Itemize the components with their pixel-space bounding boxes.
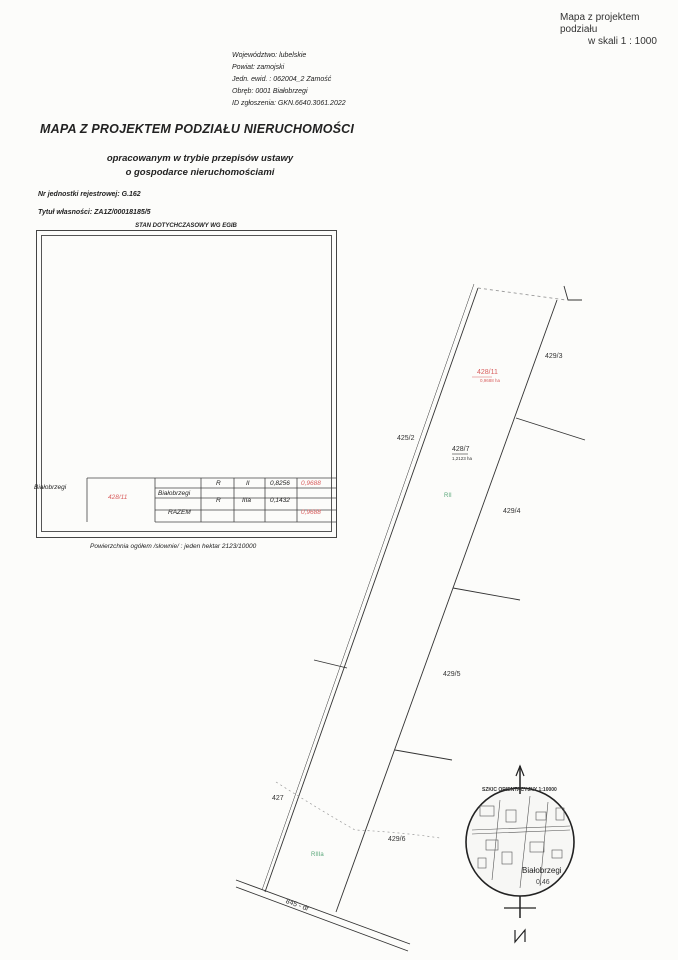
boundary-west-2 xyxy=(262,284,474,890)
area-in-words: Powierzchnia ogółem /słownie/ : jeden hektar 2123/10000 xyxy=(90,543,257,550)
label-428-11: 428/11 xyxy=(477,369,498,376)
table-parcel: 428/11 xyxy=(108,494,128,501)
table-grand-total: 0,9688 xyxy=(301,509,321,516)
label-429-5: 429/5 xyxy=(443,671,461,678)
label-845-road: 845 - dr xyxy=(284,898,310,913)
voivodeship: Województwo: lubelskie xyxy=(232,52,307,59)
precinct: Obręb: 0001 Białobrzegi xyxy=(232,88,308,95)
label-428-7-area: 1,2123 ha xyxy=(452,456,473,461)
table-class-1: II xyxy=(246,480,250,487)
label-soil-rii: RII xyxy=(444,493,452,499)
table-precinct: Białobrzegi xyxy=(34,484,67,491)
north-tick xyxy=(564,286,582,300)
label-429-3: 429/3 xyxy=(545,353,563,360)
stamp-line-2: w skali 1 : 1000 xyxy=(588,36,657,47)
overview-place: Białobrzegi xyxy=(522,866,562,875)
label-soil-riiia: RIIIa xyxy=(311,852,324,858)
document-title: MAPA Z PROJEKTEM PODZIAŁU NIERUCHOMOŚCI xyxy=(40,122,355,136)
register-number: Nr jednostki rejestrowej: G.162 xyxy=(38,191,141,198)
label-428-7: 428/7 xyxy=(452,446,470,453)
table-place: Białobrzegi xyxy=(158,490,191,497)
table-area-2: 0,1432 xyxy=(270,497,290,504)
ownership-title: Tytuł własności: ZA1Z/00018185/5 xyxy=(38,209,151,216)
subtitle-line-1: opracowanym w trybie przepisów ustawy xyxy=(106,153,294,164)
table-use-1: R xyxy=(216,480,221,487)
subtitle-line-2: o gospodarce nieruchomościami xyxy=(125,167,275,178)
overview-area: 0,46 xyxy=(536,879,550,886)
separator-429-5 xyxy=(395,750,452,760)
request-id: ID zgłoszenia: GKN.6640.3061.2022 xyxy=(232,100,346,107)
label-429-4: 429/4 xyxy=(503,508,521,515)
separator-429-3 xyxy=(516,418,585,440)
label-428-11-area: 0,9688 ha xyxy=(480,378,501,383)
label-427: 427 xyxy=(272,795,284,802)
table-area-1: 0,8256 xyxy=(270,480,290,487)
table-total-label: RAZEM xyxy=(168,509,191,516)
overview-title: SZKIC ORIENTACYJNY 1:10000 xyxy=(482,787,557,793)
separator-429-4 xyxy=(453,588,520,600)
label-429-6: 429/6 xyxy=(388,836,406,843)
boundary-west xyxy=(265,288,478,892)
table-parcel-total: 0,9688 xyxy=(301,480,321,487)
table-class-2: IIIa xyxy=(242,497,252,504)
county: Powiat: zamojski xyxy=(232,64,285,71)
registry-unit: Jedn. ewid. : 062004_2 Zamość xyxy=(232,76,332,83)
stamp-line-1: Mapa z projektem podziału xyxy=(560,12,640,35)
north-letter-n xyxy=(515,930,525,942)
state-caption: STAN DOTYCHCZASOWY WG EGIB xyxy=(135,223,237,229)
north-dashed-boundary xyxy=(478,288,566,300)
overview-circle xyxy=(466,788,574,896)
label-425-2: 425/2 xyxy=(397,435,415,442)
table-use-2: R xyxy=(216,497,221,504)
